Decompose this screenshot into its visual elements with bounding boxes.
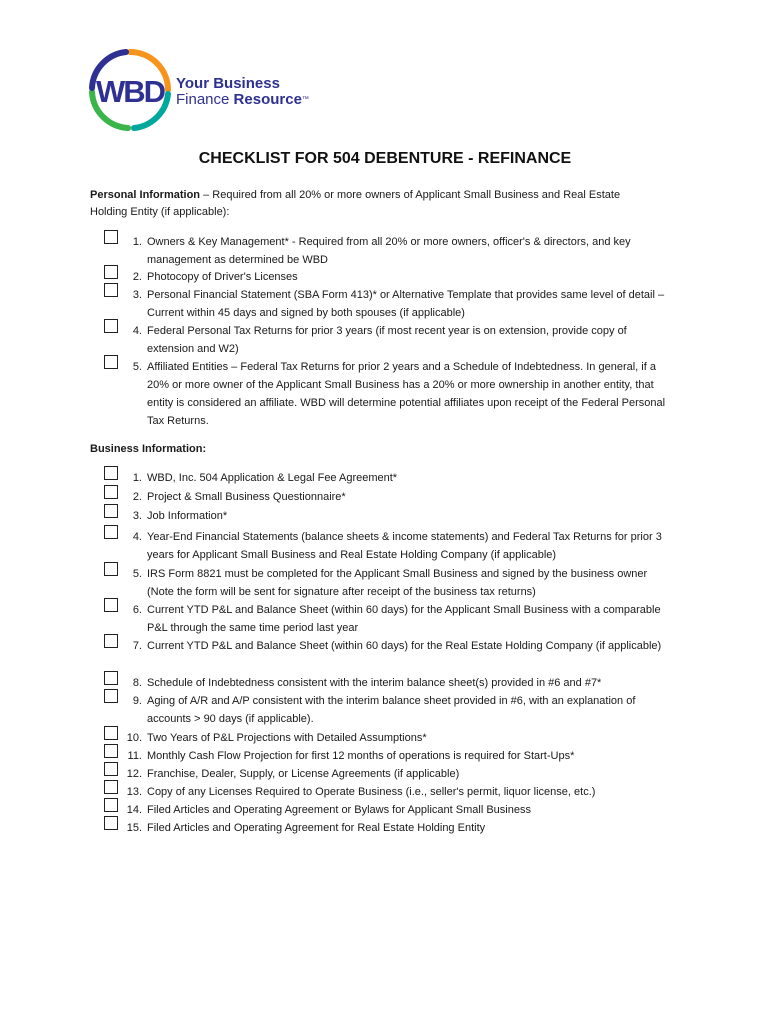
item-text: Schedule of Indebtedness consistent with the interim balance sheet(s) provided in #6 and #7* [147,677,602,689]
personal-info-description: – Required from all 20% or more owners of Applicant Small Business and Real Estate Holding Entity (if applicable): [90,189,621,218]
item-text: Monthly Cash Flow Projection for first 12 months of operations is required for Start-Ups* [147,750,575,762]
checkbox[interactable] [104,319,118,333]
checkbox[interactable] [104,504,118,518]
item-text: Personal Financial Statement (SBA Form 413)* or Alternative Template that provides same level of detail – Current within 45 days and signed by both spouses (if applicable) [147,289,665,319]
checkbox[interactable] [104,265,118,279]
item-text: WBD, Inc. 504 Application & Legal Fee Agreement* [147,472,398,484]
checkbox[interactable] [104,762,118,776]
item-number: 9. [132,695,142,707]
item-text: Project & Small Business Questionnaire* [147,491,346,503]
item-number: 6. [132,604,142,616]
item-number: 1. [132,236,142,248]
item-number: 14. [126,804,142,816]
item-text: Two Years of P&L Projections with Detailed Assumptions* [147,732,427,744]
item-number: 10. [126,732,142,744]
checkbox[interactable] [104,671,118,685]
business-info-heading: Business Information: [90,443,207,455]
logo-line-2: Finance Resource™ [176,91,309,108]
item-text: Filed Articles and Operating Agreement or Bylaws for Applicant Small Business [147,804,531,816]
checkbox[interactable] [104,355,118,369]
item-text: Copy of any Licenses Required to Operate Business (i.e., seller's permit, liquor license, etc.) [147,786,596,798]
logo-line-1: Your Business [176,75,280,92]
item-text: IRS Form 8821 must be completed for the Applicant Small Business and signed by the business owner (Note the form will be sent for signature after receipt of the business tax returns) [147,568,648,598]
item-text: Federal Personal Tax Returns for prior 3 years (if most recent year is on extension, provide copy of extension and W2) [147,325,627,355]
page-title: CHECKLIST FOR 504 DEBENTURE - REFINANCE [198,150,572,167]
item-text: Franchise, Dealer, Supply, or License Agreements (if applicable) [147,768,460,780]
item-number: 11. [127,750,142,762]
checkbox[interactable] [104,689,118,703]
checkbox[interactable] [104,485,118,499]
checkbox[interactable] [104,780,118,794]
item-text: Current YTD P&L and Balance Sheet (within 60 days) for the Applicant Small Business with a comparable P&L through the same time period last year [147,604,661,634]
checkbox[interactable] [104,726,118,740]
item-text: Owners & Key Management* - Required from all 20% or more owners, officer's & directors, and key management as determined be WBD [147,236,631,266]
item-number: 3. [132,289,142,301]
wbd-logo [88,48,318,132]
checkbox[interactable] [104,562,118,576]
checkbox[interactable] [104,798,118,812]
checkbox[interactable] [104,466,118,480]
item-text: Year-End Financial Statements (balance sheets & income statements) and Federal Tax Returns for prior 3 years for Applicant Small Business and Real Estate Holding Company (if applicable) [147,531,662,561]
item-number: 1. [132,472,142,484]
logo-tagline [176,76,309,108]
checkbox[interactable] [104,525,118,539]
item-number: 5. [132,361,142,373]
item-number: 7. [132,640,142,652]
checkbox[interactable] [104,744,118,758]
checkbox[interactable] [104,598,118,612]
logo-mark: WBD [96,74,165,109]
personal-info-heading: Personal Information [90,189,201,201]
checkbox[interactable] [104,634,118,648]
item-number: 2. [132,271,142,283]
item-number: 5. [132,568,142,580]
item-text: Affiliated Entities – Federal Tax Returns for prior 2 years and a Schedule of Indebtedness. In general, if a 20% or more owner of the Applicant Small Business has a 20% or more ownership in another entity, that entity is considered an affiliate. WBD will determine potential affiliates upon receipt of the Federal Personal Tax Returns. [147,361,666,427]
checkbox[interactable] [104,283,118,297]
item-number: 12. [126,768,142,780]
item-text: Photocopy of Driver's Licenses [147,271,298,283]
item-number: 3. [132,510,142,522]
item-text: Aging of A/R and A/P consistent with the interim balance sheet provided in #6, with an explanation of accounts > 90 days (if applicable). [147,695,636,725]
item-number: 4. [132,531,142,543]
checkbox[interactable] [104,816,118,830]
item-text: Current YTD P&L and Balance Sheet (within 60 days) for the Real Estate Holding Company (if applicable) [147,640,662,652]
item-text: Job Information* [147,510,228,522]
item-number: 4. [132,325,142,337]
item-number: 2. [132,491,142,503]
personal-info-intro [90,187,650,221]
item-text: Filed Articles and Operating Agreement for Real Estate Holding Entity [147,822,486,834]
item-number: 8. [132,677,142,689]
item-number: 15. [126,822,142,834]
item-number: 13. [126,786,142,798]
checkbox[interactable] [104,230,118,244]
